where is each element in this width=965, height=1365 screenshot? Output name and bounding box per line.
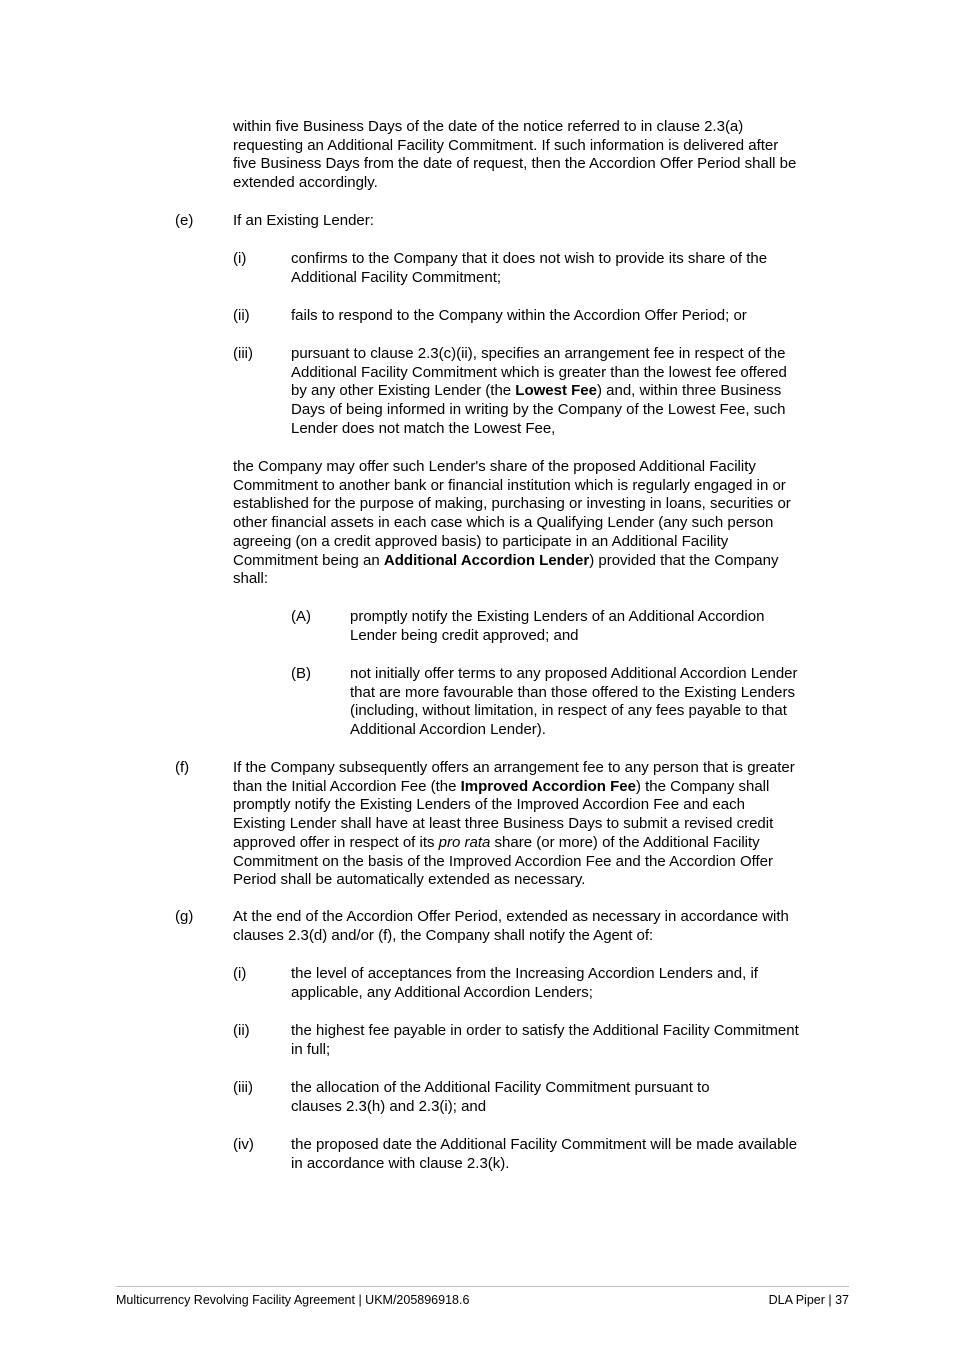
clause-e-label: (e) [175,212,194,229]
clause-e-i-text [291,250,851,287]
clause-g-iv-text [291,1136,851,1173]
text-line: applicable, any Additional Accordion Lenders; [291,983,593,1001]
text-line: pursuant to clause 2.3(c)(ii), specifies an arrangement fee in respect of the [291,345,786,362]
text-line: Existing Lender shall have at least three Business Days to submit a revised credit [233,815,774,833]
text-line: five Business Days from the date of request, then the Accordion Offer Period shall be [233,155,797,173]
text-line: in accordance with clause 2.3(k). [291,1154,510,1172]
text-line: not initially offer terms to any proposed Additional Accordion Lender [350,665,798,682]
text-line: in full; [291,1040,331,1058]
clause-e-B-text [350,665,850,740]
clause-f-label: (f) [175,759,190,776]
clause-g-ii-label: (ii) [233,1022,250,1039]
clause-g-text [233,908,853,945]
text-line: the Company may offer such Lender's share of the proposed Additional Facility [233,458,756,475]
text-line: clauses 2.3(h) and 2.3(i); and [291,1097,487,1115]
text-line: Lender does not match the Lowest Fee, [291,419,556,437]
continuation-paragraph [233,118,853,193]
text-line: the level of acceptances from the Increasing Accordion Lenders and, if [291,965,758,982]
text-line: Lender being credit approved; and [350,626,579,644]
clause-f-text [233,759,853,890]
text-line: If the Company subsequently offers an arrangement fee to any person that is greater [233,759,795,776]
text-line: the proposed date the Additional Facility Commitment will be made available [291,1136,798,1153]
clause-g-i-label: (i) [233,965,247,982]
text-span: ) the Company shall [635,777,770,795]
text-line: other financial assets in each case which is a Qualifying Lender (any such person [233,514,774,532]
clause-e-intro: If an Existing Lender: [233,212,374,229]
clause-e-ii-label: (ii) [233,307,250,324]
text-line: Commitment on the basis of the Improved Accordion Fee and the Accordion Offer [233,852,774,870]
text-line: established for the purpose of making, purchasing or investing in loans, securities or [233,495,791,513]
text-span: share (or more) of the Additional Facility [490,833,760,851]
clause-g-i-text [291,965,851,1002]
text-line: the allocation of the Additional Facility Commitment pursuant to [291,1079,710,1096]
footer-page-number: DLA Piper | 37 [768,1293,849,1307]
italic-term: pro rata [438,833,491,851]
clause-e-B-label: (B) [291,665,311,682]
text-line: At the end of the Accordion Offer Period, extended as necessary in accordance with [233,908,789,925]
clause-e-ii-text [291,307,851,326]
text-line: promptly notify the Existing Lenders of the Improved Accordion Fee and each [233,796,745,814]
clause-g-iv-label: (iv) [233,1136,254,1153]
text-line [233,552,853,571]
clause-e-iii-text [291,345,851,439]
text-line: Commitment to another bank or financial institution which is regularly engaged in or [233,476,786,494]
footer-document-reference: Multicurrency Revolving Facility Agreement | UKM/205896918.6 [116,1293,470,1307]
text-line: Period shall be automatically extended as necessary. [233,871,586,889]
text-span: Commitment being an [233,551,384,569]
text-span: ) provided that the Company [589,551,779,569]
clause-g-iii-text [291,1079,851,1116]
text-line: Days of being informed in writing by the Company of the Lowest Fee, such [291,401,786,419]
text-line [233,778,853,797]
text-span: than the Initial Accordion Fee (the [233,777,461,795]
text-line [291,382,851,401]
text-line: agreeing (on a credit approved basis) to participate in an Additional Facility [233,532,729,550]
clause-g-label: (g) [175,908,194,925]
text-line: Additional Facility Commitment which is greater than the lowest fee offered [291,363,787,381]
text-line: that are more favourable than those offered to the Existing Lenders [350,683,796,701]
clause-e-i-label: (i) [233,250,247,267]
text-line: clauses 2.3(d) and/or (f), the Company shall notify the Agent of: [233,926,654,944]
defined-term: Additional Accordion Lender [383,551,590,569]
footer-divider [116,1286,849,1287]
clause-g-iii-label: (iii) [233,1079,253,1096]
text-span: by any other Existing Lender (the [291,382,516,400]
text-line: extended accordingly. [233,174,378,192]
text-line: promptly notify the Existing Lenders of an Additional Accordion [350,608,765,625]
text-span: approved offer in respect of its [233,833,439,851]
clause-e-A-label: (A) [291,608,311,625]
text-line: fails to respond to the Company within the Accordion Offer Period; or [291,307,747,324]
clause-e-iii-label: (iii) [233,345,253,362]
clause-e-paragraph [233,458,853,589]
text-line: within five Business Days of the date of the notice referred to in clause 2.3(a) [233,118,744,135]
defined-term: Improved Accordion Fee [460,777,636,795]
text-line: requesting an Additional Facility Commitment. If such information is delivered after [233,136,779,154]
clause-e-A-text [350,608,850,645]
text-line: Additional Accordion Lender). [350,721,546,739]
text-line: Additional Facility Commitment; [291,268,502,286]
text-line [233,834,853,853]
text-line: confirms to the Company that it does not wish to provide its share of the [291,250,768,267]
clause-g-ii-text [291,1022,851,1059]
text-line: shall: [233,570,269,588]
text-span: ) and, within three Business [596,382,782,400]
defined-term: Lowest Fee [515,382,597,400]
text-line: the highest fee payable in order to satisfy the Additional Facility Commitment [291,1022,799,1039]
text-line: (including, without limitation, in respect of any fees payable to that [350,702,787,720]
